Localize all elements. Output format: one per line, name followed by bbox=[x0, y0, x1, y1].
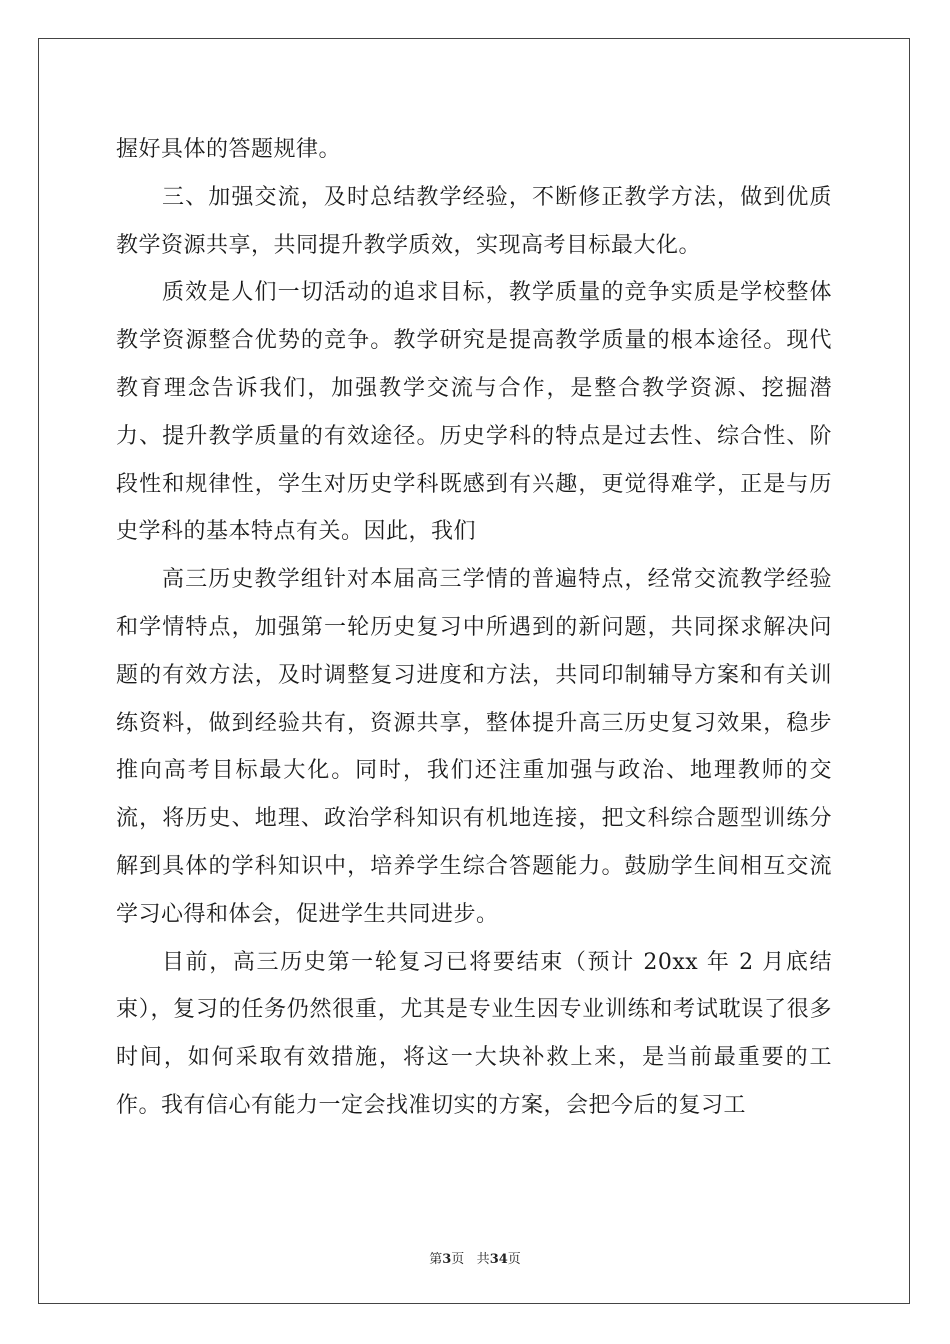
footer-total-suffix: 页 bbox=[507, 1252, 521, 1267]
footer-total-prefix: 共 bbox=[476, 1252, 490, 1267]
document-body bbox=[116, 126, 832, 1130]
paragraph-4: 高三历史教学组针对本届高三学情的普遍特点，经常交流教学经验和学情特点，加强第一轮历史复习中所遇到的新问题，共同探求解决问题的有效方法，及时调整复习进度和方法，共同印制辅导方案和有关训练资料，做到经验共有，资源共享，整体提升高三历史复习效果，稳步推向高考目标最大化。同时，我们还注重加强与政治、地理教师的交流，将历史、地理、政治学科知识有机地连接，把文科综合题型训练分解到具体的学科知识中，培养学生综合答题能力。鼓励学生间相互交流学习心得和体会，促进学生共同进步。 bbox=[116, 567, 832, 927]
paragraph-3: 质效是人们一切活动的追求目标，教学质量的竞争实质是学校整体教学资源整合优势的竞争。教学研究是提高教学质量的根本途径。现代教育理念告诉我们，加强教学交流与合作，是整合教学资源、挖掘潜力、提升教学质量的有效途径。历史学科的特点是过去性、综合性、阶段性和规律性，学生对历史学科既感到有兴趣，更觉得难学，正是与历史学科的基本特点有关。因此，我们 bbox=[116, 280, 832, 545]
page-footer bbox=[0, 1248, 950, 1267]
total-pages-number: 34 bbox=[489, 1252, 508, 1267]
paragraph-2: 三、加强交流，及时总结教学经验，不断修正教学方法，做到优质教学资源共享，共同提升教学质效，实现高考目标最大化。 bbox=[116, 184, 832, 258]
footer-prefix: 第 bbox=[429, 1252, 443, 1267]
footer-page-suffix: 页 bbox=[451, 1252, 465, 1267]
paragraph-1: 握好具体的答题规律。 bbox=[116, 137, 342, 162]
paragraph-5: 目前，高三历史第一轮复习已将要结束（预计 20xx 年 2 月底结束），复习的任务仍然很重，尤其是专业生因专业训练和考试耽误了很多时间，如何采取有效措施，将这一大块补救上来，是当前最重要的工作。我有信心有能力一定会找准切实的方案，会把今后的复习工 bbox=[116, 949, 832, 1118]
current-page-number: 3 bbox=[442, 1252, 452, 1267]
